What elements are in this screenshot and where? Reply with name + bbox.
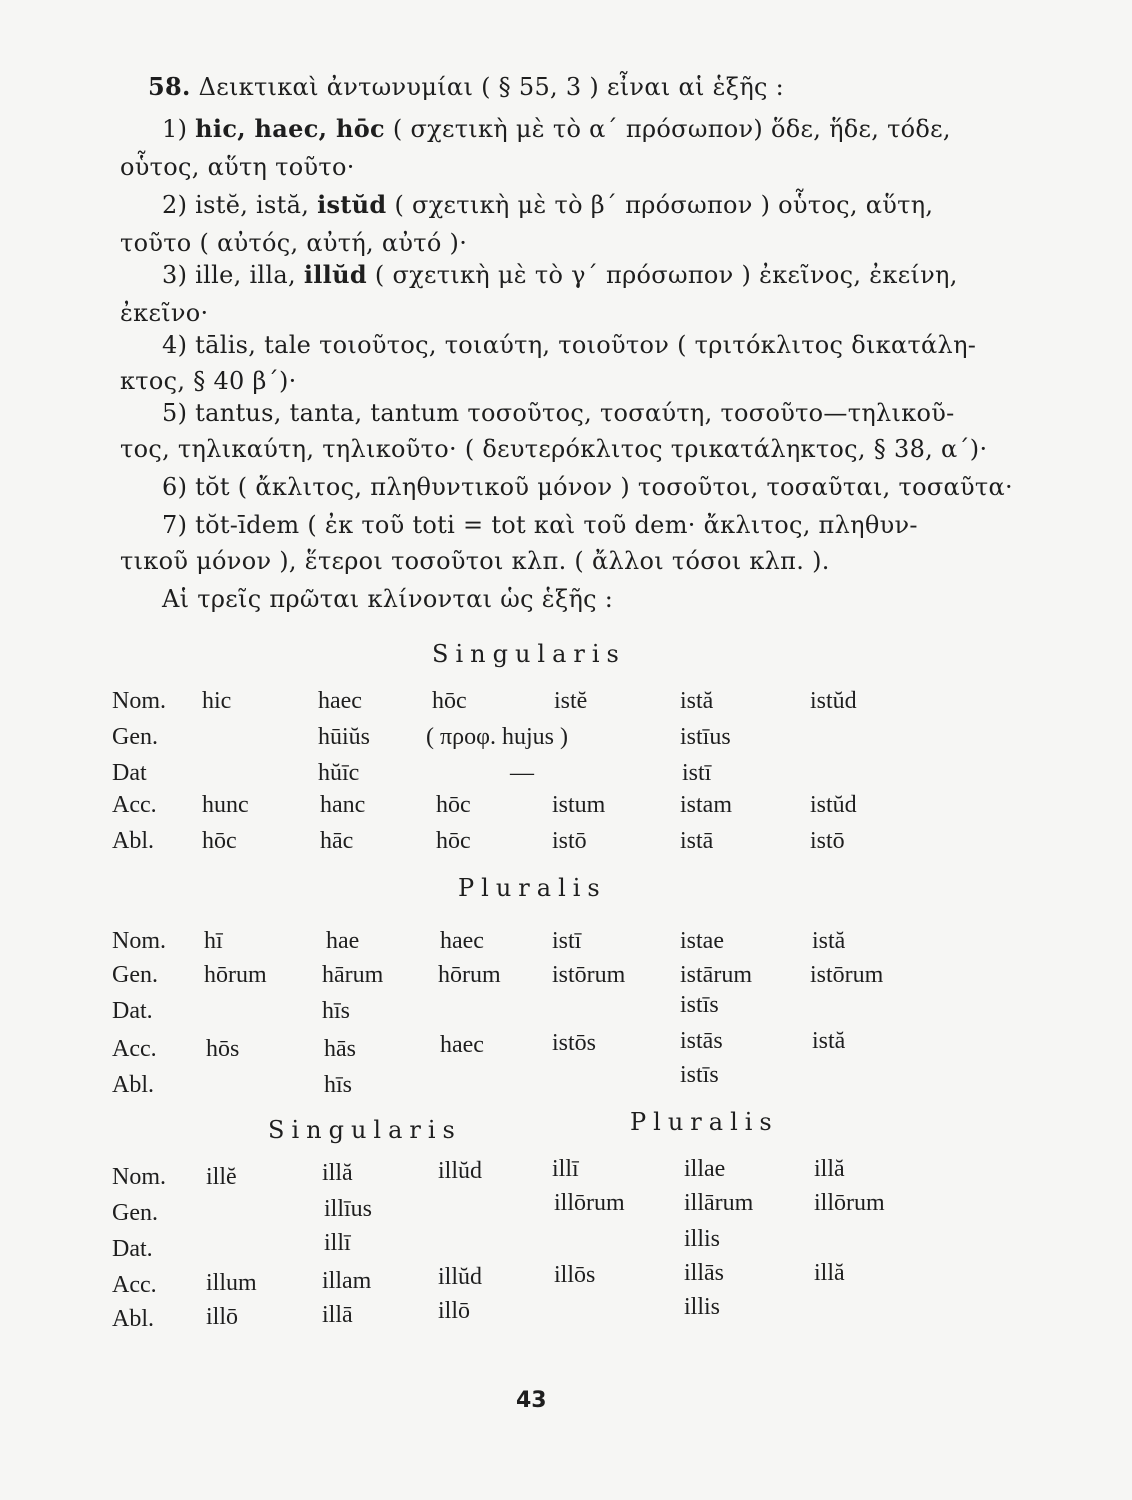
t1p-nom-c1: hī — [204, 928, 223, 954]
t2-nom-c4: illī — [552, 1156, 579, 1182]
declension-intro: Αἱ τρεῖς πρῶται κλίνονται ὡς ἑξῆς : — [162, 585, 614, 613]
t1p-acc-c1: hōs — [206, 1036, 240, 1062]
t2-nom-c6: illă — [814, 1156, 845, 1182]
t1p-nom-case: Nom. — [112, 928, 166, 954]
t1p-acc-c4: istōs — [552, 1030, 597, 1056]
item-4-line-1: 4) tālis, tale τοιοῦτος, τοιαύτη, τοιοῦτον ( τριτόκλιτος δικατάλη- — [162, 331, 977, 359]
t2-nom-c3: illŭd — [438, 1158, 483, 1184]
t1p-gen-c2: hārum — [322, 962, 384, 988]
t1p-acc-c3: haec — [440, 1032, 484, 1058]
t1p-nom-c3: haec — [440, 928, 484, 954]
item-2-bold-form: istŭd — [317, 190, 387, 219]
t1s-nom-c6: istŭd — [810, 688, 857, 714]
t2-gen-c5: illārum — [684, 1190, 754, 1216]
item-1-line-1 — [162, 112, 951, 146]
t1p-acc-case: Acc. — [112, 1036, 157, 1062]
t1p-abl-case: Abl. — [112, 1072, 154, 1098]
t2-acc-c2: illam — [322, 1268, 372, 1294]
t2-nom-case: Nom. — [112, 1164, 166, 1190]
t1s-nom-case: Nom. — [112, 688, 166, 714]
t1s-nom-c2: haec — [318, 688, 362, 714]
table1-plural-caption: Pluralis — [458, 874, 607, 902]
t1s-acc-c1: hunc — [202, 792, 249, 818]
item-1-rest: ( σχετικὴ μὲ τὸ α΄ πρόσωπον) ὅδε, ἥδε, τόδε, — [384, 115, 951, 143]
item-3-line-2: ἐκεῖνο· — [120, 299, 209, 327]
item-2-prefix: 2) istĕ, istă, — [162, 191, 318, 219]
item-5-line-1: 5) tantus, tanta, tantum τοσοῦτος, τοσαύτη, τοσοῦτο—τηλικοῦ- — [162, 399, 955, 427]
t1s-gen-c2: hūiŭs — [318, 724, 371, 750]
t1s-acc-c3: hōc — [436, 792, 471, 818]
t1p-nom-c5: istae — [680, 928, 724, 954]
t2-abl-c3: illō — [438, 1298, 471, 1324]
t1s-gen-case: Gen. — [112, 724, 158, 750]
t1p-abl-c5: istīs — [680, 1062, 719, 1088]
t1p-acc-c2: hās — [324, 1036, 356, 1062]
item-5-line-2: τος, τηλικαύτη, τηλικοῦτο· ( δευτερόκλιτος τρικατάληκτος, § 38, α΄)· — [120, 435, 988, 463]
t1s-acc-c5: istam — [680, 792, 732, 818]
t1s-abl-c2: hāc — [320, 828, 354, 854]
t1p-gen-c4: istōrum — [552, 962, 626, 988]
item-3-line-1 — [162, 258, 958, 292]
t1s-dat-c5: istī — [682, 760, 712, 786]
t2-acc-c5: illās — [684, 1260, 724, 1286]
item-2-line-1 — [162, 188, 933, 222]
t1p-dat-case: Dat. — [112, 998, 153, 1024]
table1-singular-caption: Singularis — [432, 640, 626, 668]
t2-acc-c6: illă — [814, 1260, 845, 1286]
item-1-line-2: οὗτος, αὕτη τοῦτο· — [120, 153, 355, 181]
t1s-dat-c3: — — [510, 760, 534, 786]
t1p-dat-c5: istīs — [680, 992, 719, 1018]
t1p-dat-c2: hīs — [322, 998, 351, 1024]
t2-dat-case: Dat. — [112, 1236, 153, 1262]
t1s-nom-c4: istĕ — [554, 688, 588, 714]
t1p-nom-c2: hae — [326, 928, 360, 954]
t2-dat-c2: illī — [324, 1230, 351, 1256]
t2-abl-case: Abl. — [112, 1306, 154, 1332]
t2-acc-c4: illōs — [554, 1262, 596, 1288]
t1p-acc-c5: istās — [680, 1028, 723, 1054]
item-1-prefix: 1) — [162, 115, 196, 143]
t1p-gen-c5: istārum — [680, 962, 752, 988]
section-heading-text: Δεικτικαὶ ἀντωνυμίαι ( § 55, 3 ) εἶναι αἱ ἑξῆς : — [198, 73, 785, 101]
t1s-acc-c6: istŭd — [810, 792, 857, 818]
t2-abl-c2: illā — [322, 1302, 353, 1328]
t1s-abl-c5: istā — [680, 828, 714, 854]
t1p-abl-c2: hīs — [324, 1072, 353, 1098]
t2-abl-c1: illō — [206, 1304, 239, 1330]
t2-acc-c1: illum — [206, 1270, 257, 1296]
item-1-forms: hic, haec, hōc — [195, 114, 385, 143]
t1p-acc-c6: istă — [812, 1028, 846, 1054]
t1s-nom-c5: istă — [680, 688, 714, 714]
t1p-nom-c6: istă — [812, 928, 846, 954]
item-3-bold-form: illŭd — [303, 260, 367, 289]
t2-gen-c2: illīus — [324, 1196, 373, 1222]
item-4-line-2: κτος, § 40 β΄)· — [120, 367, 297, 395]
item-7-line-2: τικοῦ μόνον ), ἕτεροι τοσοῦτοι κλπ. ( ἄλλοι τόσοι κλπ. ). — [120, 547, 830, 575]
t1s-dat-case: Dat — [112, 760, 147, 786]
item-7-line-1: 7) tŏt-īdem ( ἐκ τοῦ toti = tot καὶ τοῦ dem· ἄκλιτος, πληθυν- — [162, 511, 918, 539]
table2-singular-caption: Singularis — [268, 1116, 462, 1144]
item-3-rest: ( σχετικὴ μὲ τὸ γ΄ πρόσωπον ) ἐκεῖνος, ἐκείνη, — [366, 261, 958, 289]
item-2-rest: ( σχετικὴ μὲ τὸ β΄ πρόσωπον ) οὗτος, αὕτη, — [386, 191, 934, 219]
t1p-gen-case: Gen. — [112, 962, 158, 988]
t1s-abl-c1: hōc — [202, 828, 237, 854]
t1p-gen-c3: hōrum — [438, 962, 501, 988]
t1p-gen-c6: istōrum — [810, 962, 884, 988]
t2-abl-c5: illis — [684, 1294, 721, 1320]
t1p-nom-c4: istī — [552, 928, 582, 954]
t2-acc-c3: illŭd — [438, 1264, 483, 1290]
t1s-gen-c3: ( προφ. hujus ) — [426, 724, 568, 750]
t2-gen-case: Gen. — [112, 1200, 158, 1226]
t1s-abl-case: Abl. — [112, 828, 154, 854]
t2-gen-c4: illōrum — [554, 1190, 625, 1216]
table2-plural-caption: Pluralis — [630, 1108, 779, 1136]
t1s-abl-c3: hōc — [436, 828, 471, 854]
t2-acc-case: Acc. — [112, 1272, 157, 1298]
t1s-acc-c4: istum — [552, 792, 606, 818]
t1p-gen-c1: hōrum — [204, 962, 267, 988]
section-heading — [148, 70, 784, 104]
t2-nom-c5: illae — [684, 1156, 726, 1182]
t1s-abl-c4: istō — [552, 828, 587, 854]
t2-dat-c5: illis — [684, 1226, 721, 1252]
t1s-abl-c6: istō — [810, 828, 845, 854]
item-3-prefix: 3) ille, illa, — [162, 261, 304, 289]
t1s-nom-c1: hic — [202, 688, 232, 714]
t1s-acc-case: Acc. — [112, 792, 157, 818]
t1s-gen-c5: istīus — [680, 724, 731, 750]
t1s-acc-c2: hanc — [320, 792, 366, 818]
t1s-dat-c2: hŭīc — [318, 760, 360, 786]
item-6-line-1: 6) tŏt ( ἄκλιτος, πληθυντικοῦ μόνον ) τοσοῦτοι, τοσαῦται, τοσαῦτα· — [162, 473, 1013, 501]
t2-nom-c1: illĕ — [206, 1164, 237, 1190]
page-number: 43 — [516, 1388, 547, 1413]
t2-nom-c2: illă — [322, 1160, 353, 1186]
item-2-line-2: τοῦτο ( αὐτός, αὐτή, αὐτό )· — [120, 229, 468, 257]
t1s-nom-c3: hōc — [432, 688, 467, 714]
t2-gen-c6: illōrum — [814, 1190, 885, 1216]
section-number: 58. — [148, 72, 191, 101]
